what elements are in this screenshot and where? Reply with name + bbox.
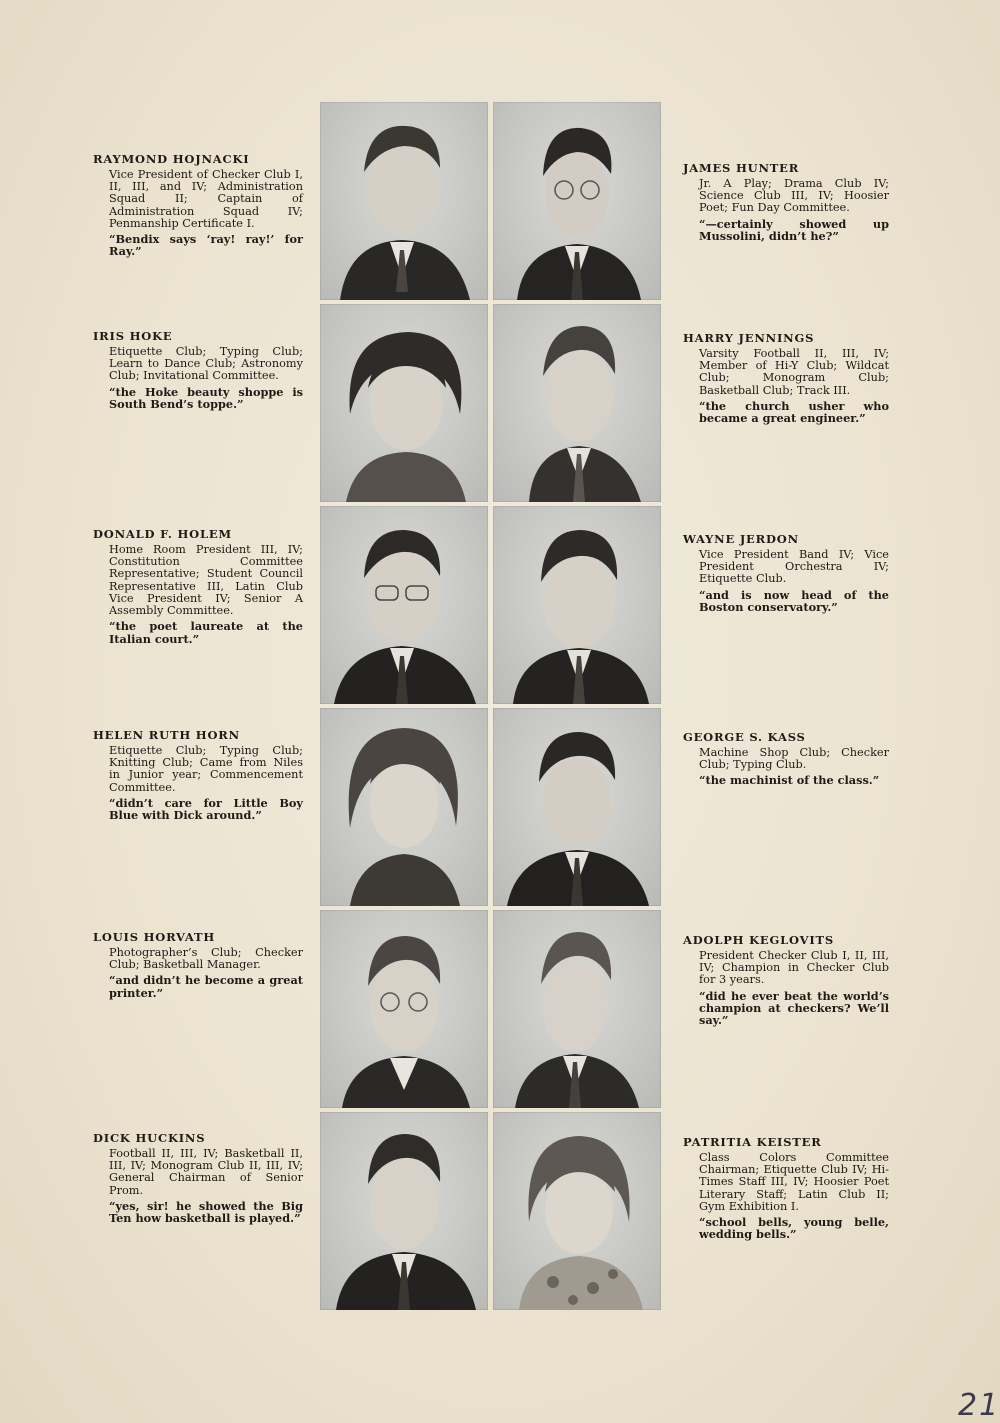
student-name: IRIS HOKE [93, 329, 173, 343]
student-quote: “didn’t care for Little Boy Blue with Dick around.” [109, 795, 303, 823]
portrait-photo [493, 910, 661, 1108]
student-name: PATRITIA KEISTER [683, 1135, 822, 1149]
student-name: HARRY JENNINGS [683, 331, 815, 345]
student-activities: Etiquette Club; Typing Club; Learn to Dance Club; Astronomy Club; Invitational Committee. [109, 345, 303, 383]
senior-entry [93, 527, 303, 645]
student-activities: Etiquette Club; Typing Club; Knitting Club; Came from Niles in Junior year; Commencement Committee. [109, 744, 303, 794]
student-activities: Varsity Football II, III, IV; Member of Hi-Y Club; Wildcat Club; Monogram Club; Basketball Club; Track III. [699, 347, 889, 397]
senior-entry [683, 730, 889, 787]
senior-entry [683, 1135, 889, 1241]
student-activities: Home Room President III, IV; Constitution Committee Representative; Student Council Representative III, Latin Club Vice President IV; Senior A Assembly Committee. [109, 543, 303, 618]
portrait-photo [320, 304, 488, 502]
portrait-photo [320, 708, 488, 906]
senior-entry [93, 152, 303, 258]
portrait-photo [320, 1112, 488, 1310]
student-quote: “and didn’t he become a great printer.” [109, 973, 303, 1000]
student-name: JAMES HUNTER [683, 161, 800, 175]
student-activities: Vice President Band IV; Vice President Orchestra IV; Etiquette Club. [699, 548, 889, 586]
student-quote: “and is now head of the Boston conservatory.” [699, 587, 889, 615]
senior-entry [93, 329, 303, 410]
portrait-photo [493, 506, 661, 704]
student-activities: Jr. A Play; Drama Club IV; Science Club III, IV; Hoosier Poet; Fun Day Committee. [699, 177, 889, 215]
portrait-grid [320, 102, 665, 1310]
student-name: WAYNE JERDON [683, 532, 799, 546]
senior-entry [683, 933, 889, 1027]
portrait-photo [493, 102, 661, 300]
portrait-photo [493, 304, 661, 502]
senior-entry [683, 331, 889, 425]
student-quote: “—certainly showed up Mussolini, didn’t he?” [699, 216, 889, 244]
student-name: HELEN RUTH HORN [93, 728, 240, 742]
senior-entry [93, 728, 303, 822]
student-name: GEORGE S. KASS [683, 730, 806, 744]
portrait-photo [493, 708, 661, 906]
student-name: RAYMOND HOJNACKI [93, 152, 250, 166]
student-quote: “the Hoke beauty shoppe is South Bend’s toppe.” [109, 384, 303, 412]
student-quote: “yes, sir! he showed the Big Ten how basketball is played.” [109, 1198, 303, 1226]
page-number: 21 [958, 1388, 1000, 1423]
student-activities: Class Colors Committee Chairman; Etiquette Club IV; Hi-Times Staff III, IV; Hoosier Poet Literary Staff; Latin Club II; Gym Exhibition I. [699, 1151, 889, 1213]
student-activities: Vice President of Checker Club I, II, III, and IV; Administration Squad II; Captain of Administration Squad IV; Penmanship Certificate I. [109, 168, 303, 230]
student-name: LOUIS HORVATH [93, 930, 215, 944]
senior-entry [683, 532, 889, 613]
student-activities: President Checker Club I, II, III, IV; Champion in Checker Club for 3 years. [699, 949, 889, 987]
student-quote: “school bells, young belle, wedding bells.” [699, 1215, 889, 1242]
portrait-photo [493, 1112, 661, 1310]
student-quote: “the machinist of the class.” [699, 773, 880, 788]
portrait-photo [320, 910, 488, 1108]
student-quote: “the church usher who became a great engineer.” [699, 398, 889, 426]
senior-entry [683, 161, 889, 242]
student-name: ADOLPH KEGLOVITS [683, 933, 834, 947]
portrait-photo [320, 506, 488, 704]
student-activities: Machine Shop Club; Checker Club; Typing Club. [699, 746, 889, 772]
portrait-photo [320, 102, 488, 300]
student-quote: “Bendix says ‘ray! ray!’ for Ray.” [109, 232, 303, 259]
student-quote: “did he ever beat the world’s champion at checkers? We’ll say.” [699, 988, 889, 1028]
student-activities: Photographer’s Club; Checker Club; Basketball Manager. [109, 946, 303, 972]
student-activities: Football II, III, IV; Basketball II, III, IV; Monogram Club II, III, IV; General Chairman of Senior Prom. [109, 1147, 303, 1197]
student-name: DONALD F. HOLEM [93, 527, 232, 541]
senior-entry [93, 930, 303, 999]
senior-entry [93, 1131, 303, 1225]
student-name: DICK HUCKINS [93, 1131, 206, 1145]
student-quote: “the poet laureate at the Italian court.” [109, 619, 303, 646]
